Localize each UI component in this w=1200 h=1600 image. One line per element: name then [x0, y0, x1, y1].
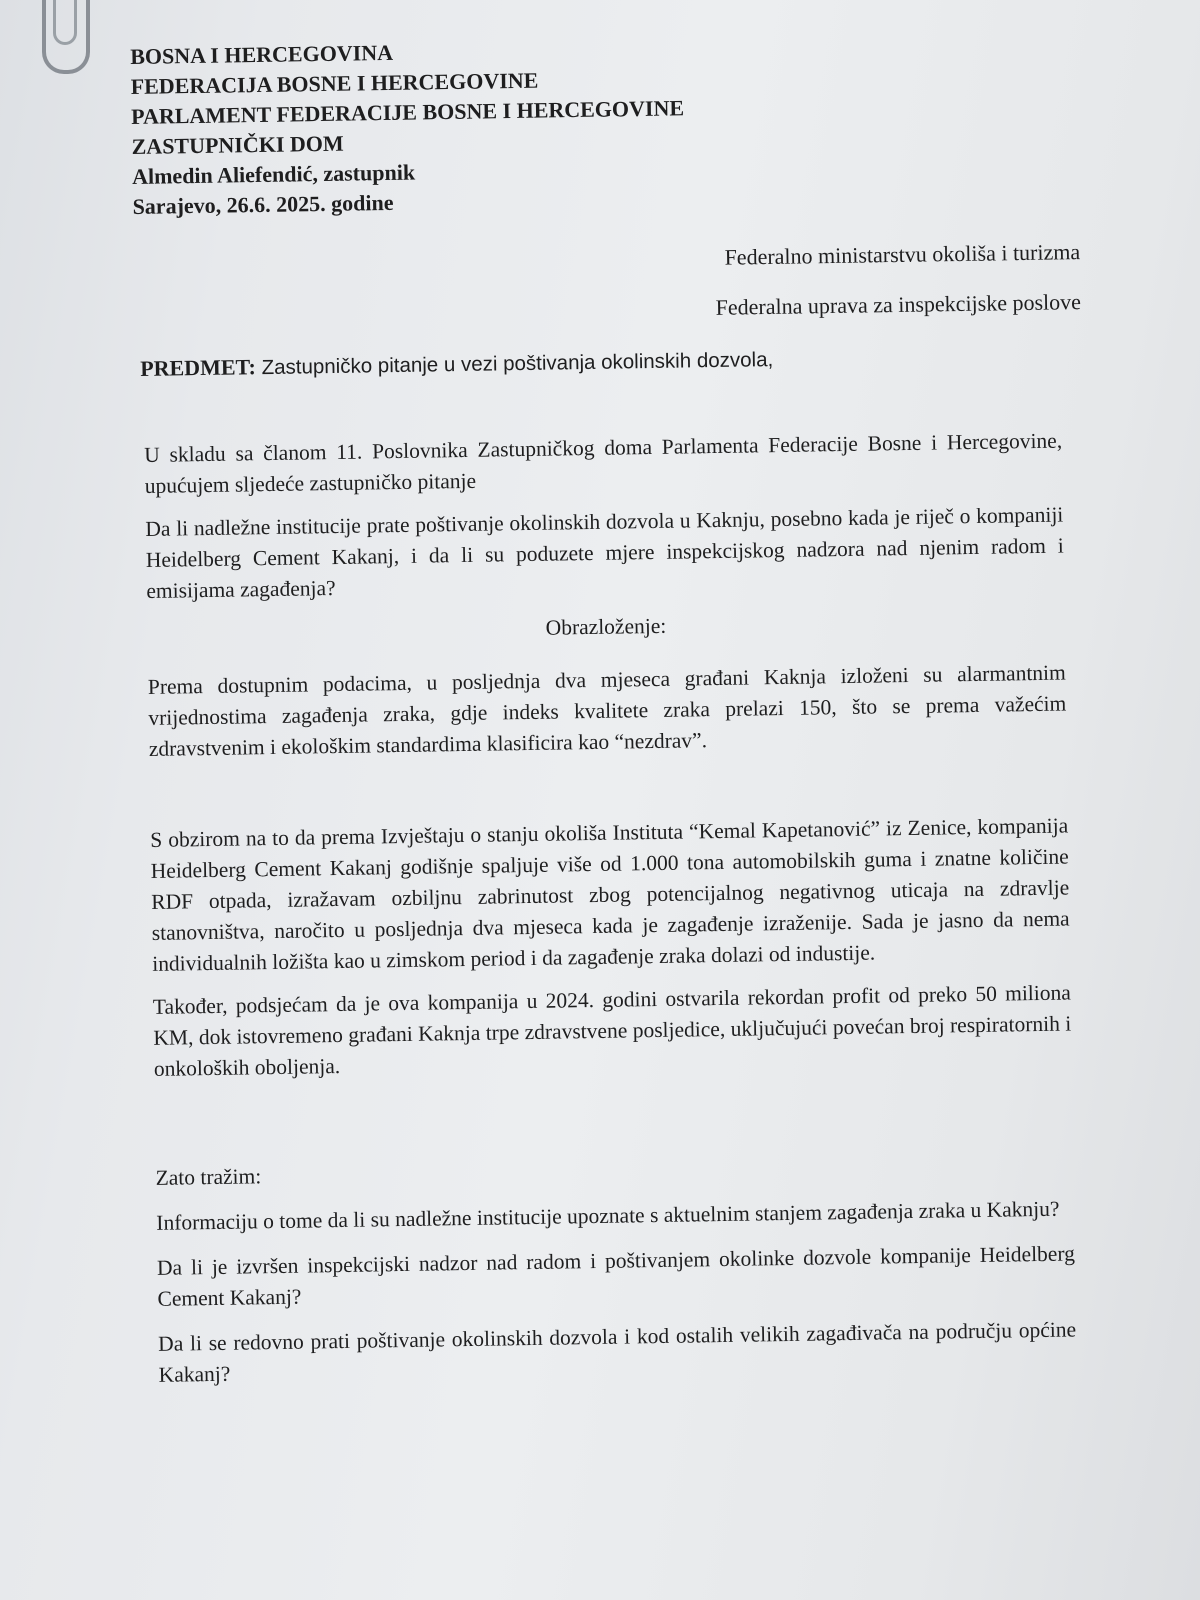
- request-item-1: Informaciju o tome da li su nadležne institucije upoznate s aktuelnim stanjem zagađenja zraka u Kaknju?: [156, 1196, 1060, 1235]
- explanation-paragraph-3: Također, podsjećam da je ova kompanija u 2024. godini ostvarila rekordan profit od preko 50 miliona KM, dok istovremeno građani Kaknja trpe zdravstvene posljedice, uključujući povećan broj respiratornih i onkoloških oboljenja.: [152, 980, 1072, 1081]
- subject-text: Zastupničko pitanje u vezi poštivanja okolinskih dozvola,: [261, 348, 774, 380]
- letter-header: [130, 33, 686, 222]
- recipient-ministry: Federalno ministarstvu okoliša i turizma: [724, 239, 1081, 270]
- requests-intro: Zato tražim:: [155, 1164, 262, 1190]
- recipients-block: [640, 239, 1082, 346]
- requests-list: [155, 1148, 1076, 1390]
- header-federation: FEDERACIJA BOSNE I HERCEGOVINE: [130, 67, 539, 99]
- paperclip-inner-icon: [53, 0, 77, 45]
- header-author: Almedin Aliefendić, zastupnik: [131, 159, 416, 189]
- subject-line: [140, 346, 773, 382]
- header-parliament: PARLAMENT FEDERACIJE BOSNE I HERCEGOVINE: [130, 95, 685, 129]
- explanation-paragraph-2: S obzirom na to da prema Izvještaju o stanju okoliša Instituta “Kemal Kapetanović” iz Zenice, kompanija Heidelberg Cement Kakanj godišnje spaljuje više od 1.000 tona automobilskih guma i znatne količine RDF otpada, izražavam ozbiljnu zabrinutost zbog potencijalnog negativnog uticaja na zdravlje stanovništva, naročito u posljednja dva mjeseca kada je zagađenje izraženije. Sada je jasno da nema individualnih ložišta kao u zimskom period i da zagađenje zraka dolazi od industije.: [150, 813, 1070, 976]
- explanation-paragraph-1: Prema dostupnim podacima, u posljednja dva mjeseca građani Kaknja izloženi su alarmantnim vrijednostima zagađenja zraka, gdje indeks kvalitete zraka prelazi 150, što se prema važećim zdravstvenim i ekološkim standardima klasificira kao “nezdrav”.: [147, 660, 1067, 761]
- header-place-date: Sarajevo, 26.6. 2025. godine: [132, 189, 394, 219]
- recipient-inspection: Federalna uprava za inspekcijske poslove: [715, 289, 1082, 320]
- question-paragraph: Da li nadležne institucije prate poštivanje okolinskih dozvola u Kaknju, posebno kada je riječ o kompaniji Heidelberg Cement Kakanj, i da li su poduzete mjere inspekcijskog nadzora nad njenim radom i emisijama zagađenja?: [145, 502, 1064, 603]
- intro-paragraph: U skladu sa članom 11. Poslovnika Zastupničkog doma Parlamenta Federacije Bosne i Hercegovine, upućujem sljedeće zastupničko pitanje: [144, 428, 1063, 498]
- subject-label: PREDMET:: [140, 354, 257, 381]
- header-country: BOSNA I HERCEGOVINA: [130, 39, 394, 69]
- header-house: ZASTUPNIČKI DOM: [131, 130, 344, 159]
- letter-body: [144, 426, 1077, 1405]
- request-item-3: Da li se redovno prati poštivanje okolinskih dozvola i kod ostalih velikih zagađivača na području općine Kakanj?: [158, 1317, 1077, 1387]
- request-item-2: Da li je izvršen inspekcijski nadzor nad radom i poštivanjem okolinke dozvole kompanije Heidelberg Cement Kakanj?: [156, 1241, 1076, 1311]
- explanation-heading: Obrazloženje:: [545, 613, 667, 640]
